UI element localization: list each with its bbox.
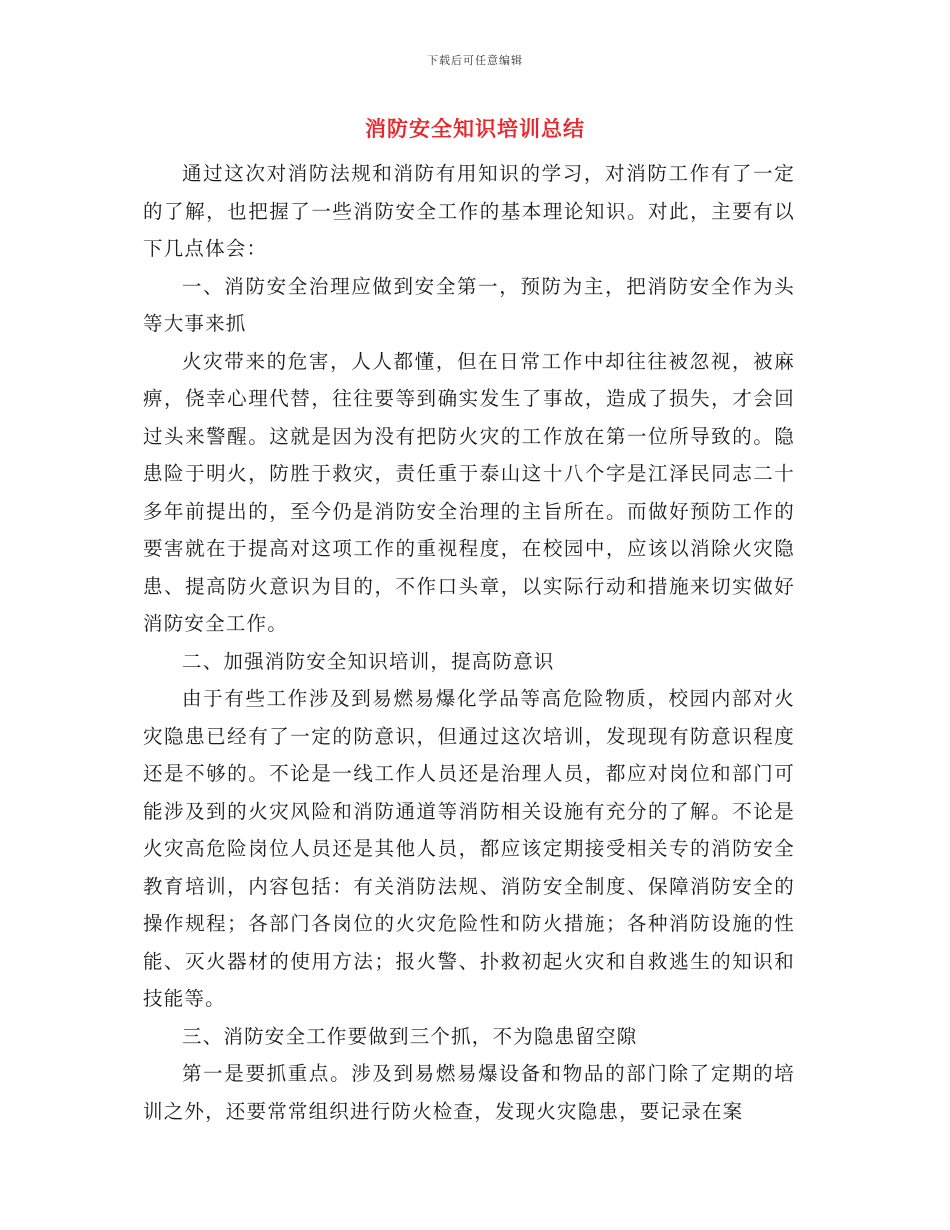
section-heading-2: 二、加强消防安全知识培训，提高防意识 [182,649,555,673]
paragraph-intro: 通过这次对消防法规和消防有用知识的学习，对消防工作有了一定的了解，也把握了一些消防安全工作的基本理论知识。对此，主要有以下几点体会： [143,162,795,260]
section-heading-1: 一、消防安全治理应做到安全第一，预防为主，把消防安全作为头等大事来抓 [143,274,795,335]
document-body [143,155,795,1130]
section-heading-3: 三、消防安全工作要做到三个抓，不为隐患留空隙 [182,1024,638,1048]
paragraph-section-1: 火灾带来的危害，人人都懂，但在日常工作中却往往被忽视，被麻痹，侥幸心理代替，往往要等到确实发生了事故，造成了损失，才会回过头来警醒。这就是因为没有把防火灾的工作放在第一位所导致的。隐患险于明火，防胜于救灾，责任重于泰山这十八个字是江泽民同志二十多年前提出的，至今仍是消防安全治理的主旨所在。而做好预防工作的要害就在于提高对这项工作的重视程度，在校园中，应该以消除火灾隐患、提高防火意识为目的，不作口头章，以实际行动和措施来切实做好消防安全工作。 [143,349,795,635]
header-note: 下载后可任意编辑 [427,54,523,67]
document-title: 消防安全知识培训总结 [365,116,585,141]
paragraph-section-2: 由于有些工作涉及到易燃易爆化学品等高危险物质，校园内部对火灾隐患已经有了一定的防意识，但通过这次培训，发现现有防意识程度还是不够的。不论是一线工作人员还是治理人员，都应对岗位和部门可能涉及到的火灾风险和消防通道等消防相关设施有充分的了解。不论是火灾高危险岗位人员还是其他人员，都应该定期接受相关专的消防安全教育培训，内容包括：有关消防法规、消防安全制度、保障消防安全的操作规程；各部门各岗位的火灾危险性和防火措施；各种消防设施的性能、灭火器材的使用方法；报火警、扑救初起火灾和自救逃生的知识和技能等。 [143,687,795,1010]
paragraph-section-3: 第一是要抓重点。涉及到易燃易爆设备和物品的部门除了定期的培训之外，还要常常组织进行防火检查，发现火灾隐患，要记录在案 [143,1062,795,1123]
